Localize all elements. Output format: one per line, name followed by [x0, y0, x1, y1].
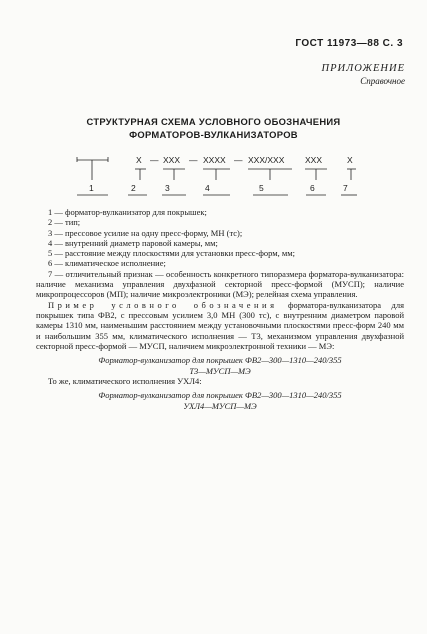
scheme-number: 7: [343, 183, 348, 193]
scheme-number: 1: [89, 183, 94, 193]
legend-list: [36, 207, 404, 300]
document-title: [0, 115, 427, 141]
scheme-dash-1: —: [150, 155, 159, 165]
document-body: [36, 207, 404, 411]
scheme-seg-feature: X: [347, 155, 353, 165]
scheme-seg-climate: XXX: [305, 155, 323, 165]
designation-line: УХЛ4—МУСП—МЭ: [183, 400, 257, 411]
designation-line: Форматор-вулканизатор для покрышек ФВ2—300—1310—240/355: [98, 355, 342, 366]
example-paragraph: [36, 300, 404, 351]
legend-item: 4 — внутренний диаметр паровой камеры, мм;: [48, 237, 218, 248]
designation-example-1: [36, 355, 404, 376]
scheme-number: 2: [131, 183, 136, 193]
legend-item: 7 — отличительный признак — особенность конкретного типоразмера форматора-вулканизатора: наличие механизма управления двухфазной секторной пресс-формой (МУСП); наличие микропроцессоров (МП); наличие микроэлектроники (МЭ); релейная схема управления.: [36, 268, 404, 300]
appendix-subtitle: Справочное: [360, 76, 405, 86]
legend-item: 6 — климатическое исполнение;: [48, 258, 166, 269]
scheme-seg-force: XXX: [163, 155, 181, 165]
scheme-number: 4: [205, 183, 210, 193]
legend-item: 1 — форматор-вулканизатор для покрышек;: [48, 207, 207, 217]
designation-line: Т3—МУСП—МЭ: [189, 365, 251, 376]
title-line-2: ФОРМАТОРОВ-ВУЛКАНИЗАТОРОВ: [129, 129, 298, 140]
also-note: То же, климатического исполнения УХЛ4:: [48, 376, 202, 387]
designation-line: Форматор-вулканизатор для покрышек ФВ2—300—1310—240/355: [98, 390, 342, 401]
appendix-label: [322, 63, 406, 86]
scheme-seg-diameter: XXXX: [203, 155, 226, 165]
legend-item: 2 — тип;: [48, 217, 81, 228]
scheme-number: 3: [165, 183, 170, 193]
appendix-title: ПРИЛОЖЕНИЕ: [321, 63, 405, 74]
scheme-number: 6: [310, 183, 315, 193]
structure-scheme: [0, 150, 427, 200]
scheme-number: 5: [259, 183, 264, 193]
scheme-dash-3: —: [234, 155, 243, 165]
scheme-seg-type: X: [136, 155, 142, 165]
example-lead: Пример условного обозначения: [48, 299, 278, 310]
title-line-1: СТРУКТУРНАЯ СХЕМА УСЛОВНОГО ОБОЗНАЧЕНИЯ: [86, 116, 341, 127]
legend-item: 3 — прессовое усилие на одну пресс-форму, МН (тс);: [48, 227, 243, 238]
designation-example-2: [36, 390, 404, 411]
scheme-seg-distance: XXX/XXX: [248, 155, 285, 165]
legend-item: 5 — расстояние между плоскостями для установки пресс-форм, мм;: [48, 248, 296, 259]
page-header: ГОСТ 11973—88 С. 3: [295, 38, 403, 49]
scheme-dash-2: —: [189, 155, 198, 165]
example-text: форматора-вулканизатора для покрышек типа ФВ2, с прессовым усилием 3,0 МН (300 тс), с внутренним диаметром паровой камеры 1310 мм, наименьшим расстоянием между установочными плоскостями пресс-форм 240 мм и наибольшим 355 мм, климатического исполнения — Т3, механизмом управления двухфазной секторной пресс-формой — МУСП, наличием микроэлектронной техники — МЭ:: [36, 299, 404, 351]
